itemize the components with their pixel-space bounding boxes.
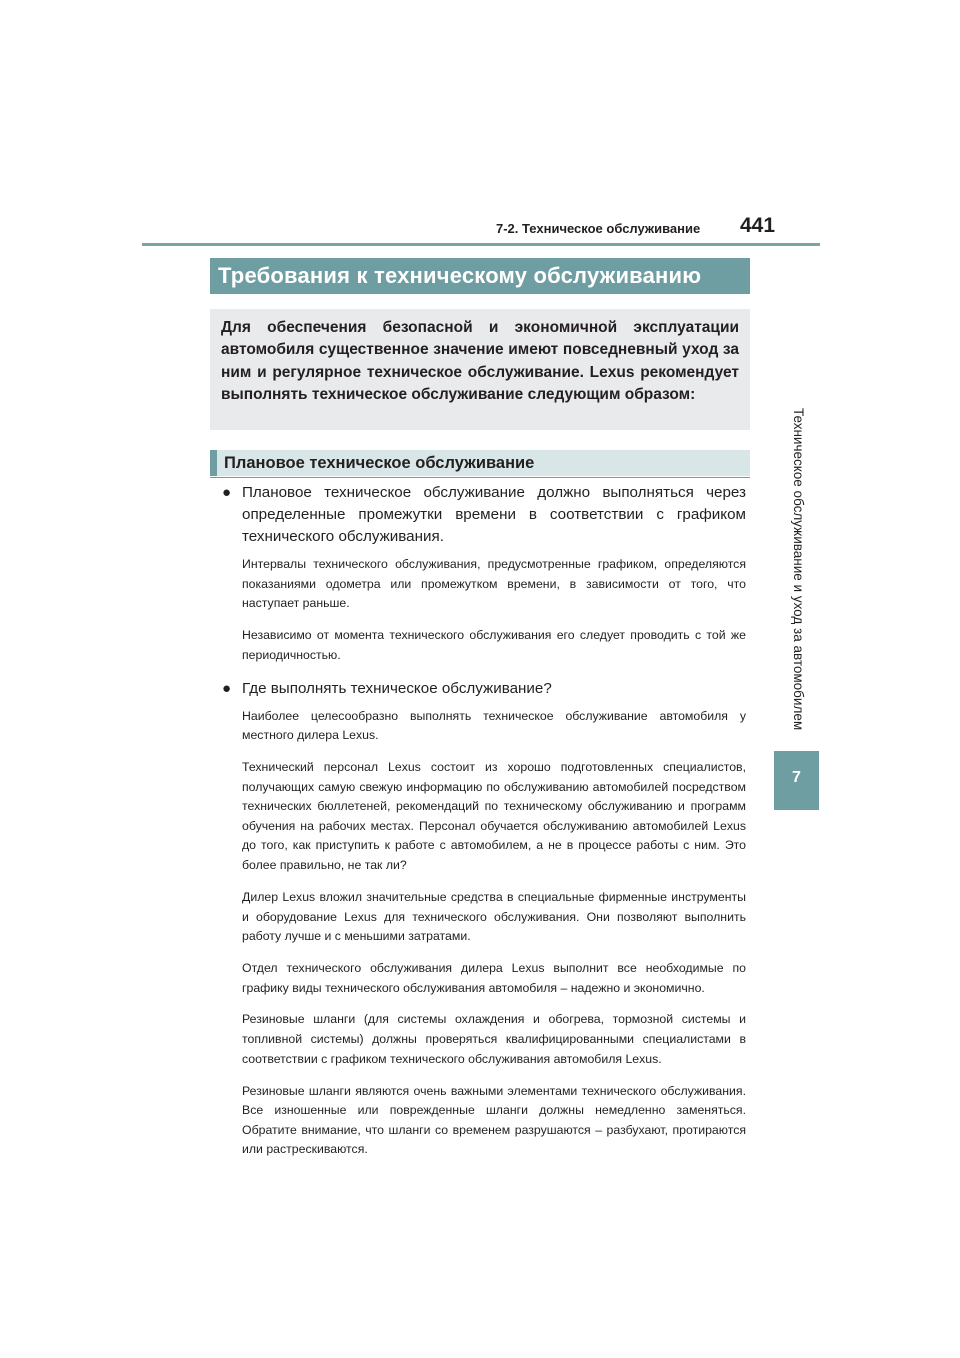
body-paragraph: Отдел технического обслуживания дилера Lexus выполнит все необходимые по графику виды технического обслуживания автомобиля – надежно и экономично.	[242, 960, 746, 995]
body-paragraph: Наиболее целесообразно выполнять техническое обслуживание автомобиля у местного дилера Lexus.	[242, 708, 746, 743]
bullet-item	[222, 482, 746, 548]
content-body	[222, 482, 746, 1172]
main-title: Требования к техническому обслуживанию	[210, 258, 750, 294]
bullet-heading: Где выполнять техническое обслуживание?	[242, 679, 552, 697]
body-paragraph: Интервалы технического обслуживания, предусмотренные графиком, определяются показаниями одометра или промежутком времени, в зависимости от того, что наступает раньше.	[242, 557, 746, 611]
body-paragraph: Независимо от момента технического обслуживания его следует проводить с той же периодичностью.	[242, 628, 746, 662]
intro-box: Для обеспечения безопасной и экономичной эксплуатации автомобиля существенное значение имеют повседневный уход за ним и регулярное техническое обслуживание. Lexus рекомендует выполнять техническое обслуживание следующим образом:	[210, 309, 750, 430]
header-rule	[142, 243, 820, 246]
subsection-title: Плановое техническое обслуживание	[210, 450, 750, 476]
side-tab-chapter-title: Техническое обслуживание и уход за автомобилем	[791, 408, 806, 731]
bullet-dot-icon: ●	[222, 679, 232, 697]
side-tab-chapter-number[interactable]	[774, 751, 819, 810]
body-paragraph: Резиновые шланги являются очень важными элементами технического обслуживания. Все изношенные или поврежденные шланги должны немедленно заменяться. Обратите внимание, что шланги со временем разрушаются – разбухают, протираются или растрескиваются.	[242, 1083, 746, 1157]
body-paragraph: Технический персонал Lexus состоит из хорошо подготовленных специалистов, получающих самую свежую информацию по обслуживанию автомобилей посредством технических бюллетеней, рекомендаций по техническому обслуживанию и программ обучения на рабочих местах. Персонал обучается обслуживанию автомобилей Lexus до того, как приступить к работе с автомобилем, а не в процессе работы с ним. Это более правильно, не так ли?	[242, 760, 746, 873]
bullet-heading: Плановое техническое обслуживание должно выполняться через определенные промежутки времени в соответствии с графиком технического обслуживания.	[242, 484, 746, 545]
bullet-dot-icon: ●	[222, 484, 232, 501]
chapter-number-label: 7	[792, 769, 801, 786]
body-paragraph: Дилер Lexus вложил значительные средства в специальные фирменные инструменты и оборудование Lexus для технического обслуживания. Они позволяют выполнить работу лучше и с меньшими затратами.	[242, 889, 746, 944]
bullet-item	[222, 678, 746, 700]
body-paragraph: Резиновые шланги (для системы охлаждения и обогрева, тормозной системы и топливной системы) должны проверяться квалифицированными специалистами в соответствии с графиком технического обслуживания автомобиля Lexus.	[242, 1012, 746, 1066]
header-section-title: 7-2. Техническое обслуживание	[496, 221, 701, 236]
page-number: 441	[740, 214, 776, 237]
